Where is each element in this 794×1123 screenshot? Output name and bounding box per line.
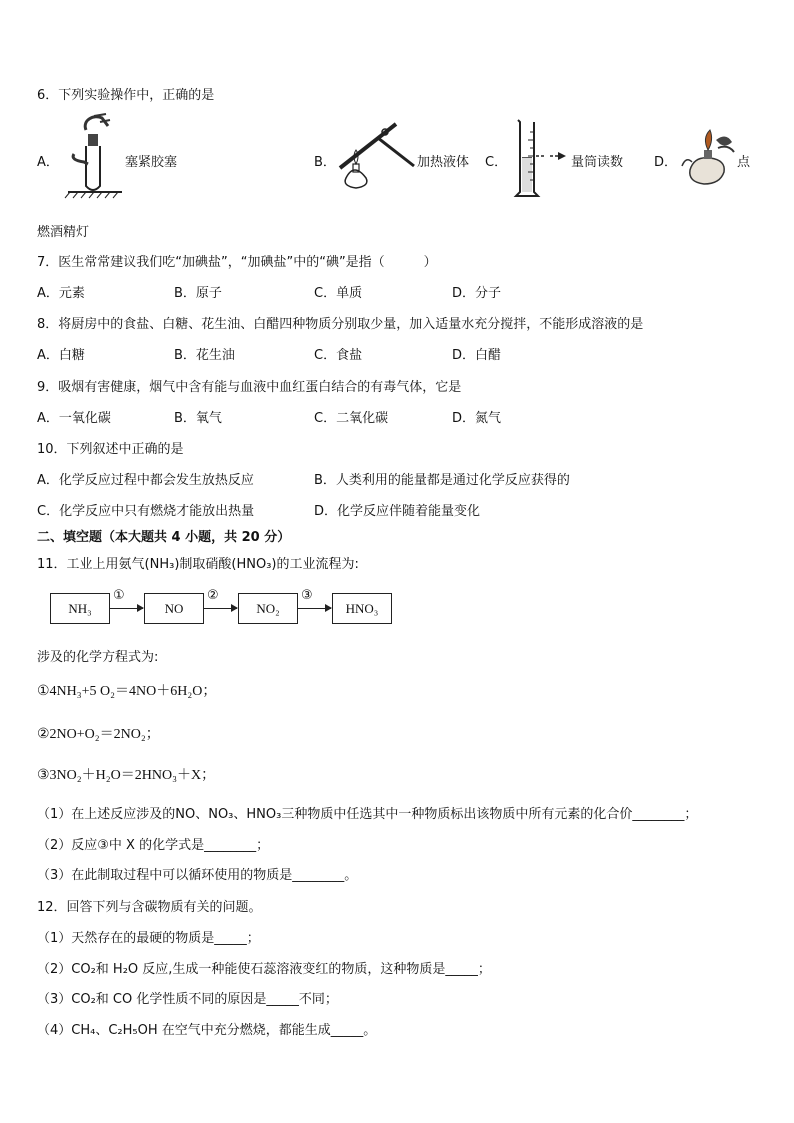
q9-option-d: D．氮气: [452, 411, 502, 426]
q12-subquestion-1: （1）天然存在的最硬的物质是_____；: [37, 931, 260, 946]
flow-box-no: NO: [144, 593, 204, 624]
q12-subquestion-4: （4）CH₄、C₂H₅OH 在空气中充分燃烧，都能生成_____。: [37, 1023, 377, 1038]
q6-option-b-letter: B．: [314, 155, 336, 170]
q9-option-c: C．二氧化碳: [314, 411, 389, 426]
q7-option-a: A．元素: [37, 286, 85, 301]
stopper-tube-illustration: [64, 112, 124, 198]
q9-option-b: B．氧气: [174, 411, 222, 426]
q11-equation-3: ③3NO₂＋H₂O＝2HNO₃＋X；: [37, 768, 216, 783]
q8-option-d: D．白醋: [452, 348, 502, 363]
q8-option-a: A．白糖: [37, 348, 85, 363]
section-title-fill-in: 二、填空题（本大题共 4 小题，共 20 分）: [37, 530, 291, 545]
q6-option-c-letter: C．: [485, 155, 508, 170]
q11-subquestion-2: （2）反应③中 X 的化学式是________；: [37, 838, 270, 853]
q7-stem: 7．医生常常建议我们吃“加碘盐”，“加碘盐”中的“碘”是指（ ）: [37, 255, 437, 270]
flow-step-1: ①: [113, 588, 125, 603]
q11-subquestion-3: （3）在此制取过程中可以循环使用的物质是________。: [37, 868, 358, 883]
flow-arrow-2: [203, 608, 237, 609]
q7-option-b: B．原子: [174, 286, 222, 301]
q7-option-d: D．分子: [452, 286, 502, 301]
q6-option-d-text-part1: 点: [737, 155, 751, 170]
flow-step-3: ③: [301, 588, 313, 603]
heating-liquid-illustration: [336, 120, 418, 192]
alcohol-lamp-illustration: [680, 126, 738, 188]
flow-arrow-3: [297, 608, 331, 609]
q11-subquestion-1: （1）在上述反应涉及的NO、NO₃、HNO₃三种物质中任选其中一种物质标出该物质中所有元素的化合价________；: [37, 807, 698, 822]
q12-subquestion-2: （2）CO₂和 H₂O 反应,生成一种能使石蕊溶液变红的物质，这种物质是_____；: [37, 962, 491, 977]
q8-stem: 8．将厨房中的食盐、白糖、花生油、白醋四种物质分别取少量，加入适量水充分搅拌，不能形成溶液的是: [37, 317, 644, 332]
flow-box-no2: NO₂: [238, 593, 298, 624]
q12-subquestion-3: （3）CO₂和 CO 化学性质不同的原因是_____不同；: [37, 992, 338, 1007]
flow-box-nh3: NH₃: [50, 593, 110, 624]
q8-option-b: B．花生油: [174, 348, 235, 363]
q6-option-d-letter: D．: [654, 155, 678, 170]
q8-option-c: C．食盐: [314, 348, 363, 363]
flow-box-hno3: HNO₃: [332, 593, 392, 624]
q6-option-d-text-part2: 燃酒精灯: [37, 225, 90, 240]
q11-equation-intro: 涉及的化学方程式为:: [37, 650, 159, 665]
q9-option-a: A．一氧化碳: [37, 411, 111, 426]
q7-option-c: C．单质: [314, 286, 363, 301]
q6-option-b-text: 加热液体: [417, 155, 470, 170]
flow-arrow-1: [109, 608, 143, 609]
q6-option-a-letter: A．: [37, 155, 59, 170]
flow-step-2: ②: [207, 588, 219, 603]
q11-equation-1: ①4NH₃+5 O₂＝4NO＋6H₂O；: [37, 684, 217, 699]
q6-option-a-text: 塞紧胶塞: [125, 155, 178, 170]
q10-stem: 10．下列叙述中正确的是: [37, 442, 184, 457]
q11-equation-2: ②2NO+O₂＝2NO₂；: [37, 727, 160, 742]
q10-option-c: C．化学反应中只有燃烧才能放出热量: [37, 504, 255, 519]
q10-option-d: D．化学反应伴随着能量变化: [314, 504, 481, 519]
q9-stem: 9．吸烟有害健康，烟气中含有能与血液中血红蛋白结合的有毒气体，它是: [37, 380, 462, 395]
q6-option-c-text: 量筒读数: [571, 155, 624, 170]
q11-stem: 11．工业上用氨气(NH₃)制取硝酸(HNO₃)的工业流程为:: [37, 557, 359, 572]
q6-stem: 6．下列实验操作中，正确的是: [37, 88, 215, 103]
q12-stem: 12．回答下列与含碳物质有关的问题。: [37, 900, 262, 915]
q10-option-b: B．人类利用的能量都是通过化学反应获得的: [314, 473, 570, 488]
q10-option-a: A．化学反应过程中都会发生放热反应: [37, 473, 254, 488]
graduated-cylinder-illustration: [512, 118, 572, 200]
